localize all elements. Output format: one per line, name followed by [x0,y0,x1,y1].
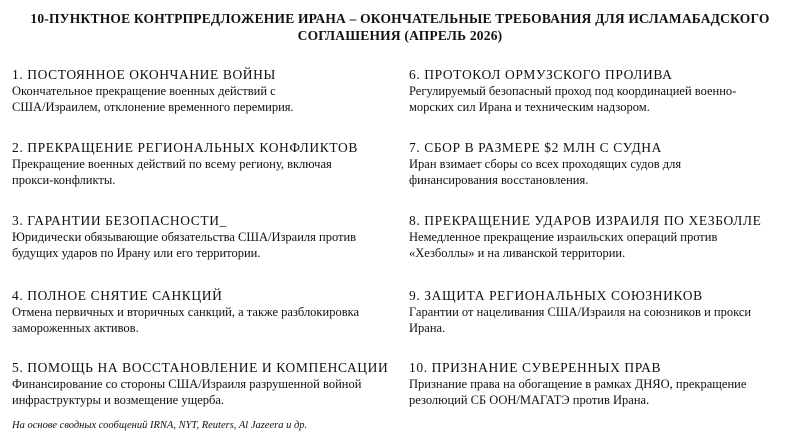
demand-description-line: резолюций СБ ООН/МАГАТЭ против Ирана. [409,393,650,407]
demand-heading: 3. ГАРАНТИИ БЕЗОПАСНОСТИ_ [12,213,227,228]
demand-description-line: Юридически обязывающие обязательства США/Израиля против [12,230,357,244]
demand-description-line: «Хезболлы» и на ливанской территории. [409,246,626,260]
demand-heading: 2. ПРЕКРАЩЕНИЕ РЕГИОНАЛЬНЫХ КОНФЛИКТОВ [12,140,358,155]
demand-description-line: США/Израилем, отклонение временного перемирия. [12,100,294,114]
demand-description-line: Регулируемый безопасный проход под координацией военно- [409,84,737,98]
source-note: На основе сводных сообщений IRNA, NYT, Reuters, Al Jazeera и др. [12,420,308,431]
demand-description-line: Ирана. [409,321,446,335]
demand-item-3 [12,212,397,261]
demand-heading: 10. ПРИЗНАНИЕ СУВЕРЕННЫХ ПРАВ [409,360,662,375]
demand-description-line: будущих ударов по Ирану или его территории. [12,246,261,260]
demand-description-line: финансирования восстановления. [409,173,589,187]
document-title [0,10,800,44]
demand-description-line: Признание права на обогащение в рамках ДНЯО, прекращение [409,377,747,391]
demand-heading: 5. ПОМОЩЬ НА ВОССТАНОВЛЕНИЕ И КОМПЕНСАЦИИ [12,360,389,375]
demand-description-line: Прекращение военных действий по всему региону, включая [12,157,332,171]
demand-item-8 [409,212,794,261]
demand-item-10 [409,359,794,408]
demand-description-line: Финансирование со стороны США/Израиля разрушенной войной [12,377,362,391]
demand-heading: 6. ПРОТОКОЛ ОРМУЗСКОГО ПРОЛИВА [409,67,673,82]
demand-description-line: инфраструктуры и возмещение ущерба. [12,393,225,407]
demand-description-line: Гарантии от нацеливания США/Израиля на союзников и прокси [409,305,752,319]
demand-item-2 [12,139,397,188]
demand-item-9 [409,287,794,336]
demand-description-line: Отмена первичных и вторичных санкций, а также разблокировка [12,305,360,319]
demand-item-7 [409,139,794,188]
demand-description-line: прокси-конфликты. [12,173,116,187]
demand-heading: 1. ПОСТОЯННОЕ ОКОНЧАНИЕ ВОЙНЫ [12,67,276,82]
demand-item-5 [12,359,397,408]
demand-heading: 9. ЗАЩИТА РЕГИОНАЛЬНЫХ СОЮЗНИКОВ [409,288,703,303]
demand-heading: 8. ПРЕКРАЩЕНИЕ УДАРОВ ИЗРАИЛЯ ПО ХЕЗБОЛЛЕ [409,213,762,228]
demand-heading: 7. СБОР В РАЗМЕРЕ $2 МЛН С СУДНА [409,140,662,155]
demand-description-line: морских сил Ирана и техническим надзором. [409,100,650,114]
demand-description-line: замороженных активов. [12,321,139,335]
demand-heading: 4. ПОЛНОЕ СНЯТИЕ САНКЦИЙ [12,288,223,303]
title-line-1: 10-ПУНКТНОЕ КОНТРПРЕДЛОЖЕНИЕ ИРАНА – ОКОНЧАТЕЛЬНЫЕ ТРЕБОВАНИЯ ДЛЯ ИСЛАМАБАДСКОГО [30,11,770,26]
demand-item-1 [12,66,397,115]
demand-description-line: Немедленное прекращение израильских операций против [409,230,718,244]
demand-item-4 [12,287,397,336]
demand-description-line: Иран взимает сборы со всех проходящих судов для [409,157,682,171]
demand-description-line: Окончательное прекращение военных действий с [12,84,276,98]
title-line-2: СОГЛАШЕНИЯ (АПРЕЛЬ 2026) [297,28,503,43]
demand-item-6 [409,66,794,115]
